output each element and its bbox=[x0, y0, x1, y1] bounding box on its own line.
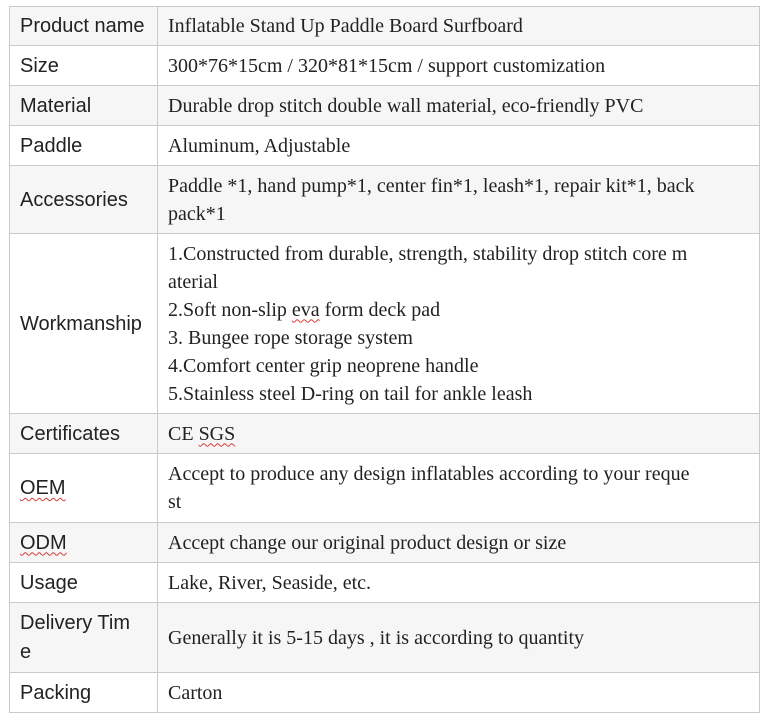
table-row bbox=[10, 234, 760, 414]
row-value-delivery-time: Generally it is 5-15 days , it is according to quantity bbox=[158, 603, 760, 673]
table-row bbox=[10, 563, 760, 603]
table-row bbox=[10, 673, 760, 713]
row-label-material: Material bbox=[10, 86, 158, 126]
label-line: e bbox=[20, 640, 32, 663]
text-segment: form deck pad bbox=[319, 298, 441, 321]
table-row bbox=[10, 166, 760, 234]
spellcheck-word: ODM bbox=[20, 531, 67, 554]
table-row bbox=[10, 7, 760, 46]
spellcheck-word: OEM bbox=[20, 477, 66, 499]
value-line: 1.Constructed from durable, strength, stability drop stitch core m bbox=[168, 242, 688, 265]
row-value-packing: Carton bbox=[158, 673, 760, 713]
row-label-size: Size bbox=[10, 46, 158, 86]
table-row bbox=[10, 46, 760, 86]
value-line: Accept to produce any design inflatables according to your reque bbox=[168, 463, 690, 485]
row-value-usage: Lake, River, Seaside, etc. bbox=[158, 563, 760, 603]
row-value-odm: Accept change our original product design or size bbox=[158, 523, 760, 563]
text-segment: 2.Soft non-slip bbox=[168, 298, 292, 321]
row-value-workmanship bbox=[158, 234, 760, 414]
row-label-accessories: Accessories bbox=[10, 166, 158, 234]
value-line: 4.Comfort center grip neoprene handle bbox=[168, 354, 479, 377]
row-label-certificates: Certificates bbox=[10, 414, 158, 454]
value-line bbox=[168, 296, 749, 324]
row-value-certificates bbox=[158, 414, 760, 454]
row-label-product-name: Product name bbox=[10, 7, 158, 46]
row-label-workmanship: Workmanship bbox=[10, 234, 158, 414]
label-line: Delivery Tim bbox=[20, 611, 131, 634]
table-row bbox=[10, 414, 760, 454]
row-label-delivery-time bbox=[10, 603, 158, 673]
row-label-paddle: Paddle bbox=[10, 126, 158, 166]
value-line: st bbox=[168, 491, 182, 513]
table-row bbox=[10, 454, 760, 523]
row-value-paddle: Aluminum, Adjustable bbox=[158, 126, 760, 166]
value-line: 3. Bungee rope storage system bbox=[168, 326, 413, 349]
row-value-product-name: Inflatable Stand Up Paddle Board Surfboard bbox=[158, 7, 760, 46]
text-segment: CE bbox=[168, 422, 199, 445]
value-line: 5.Stainless steel D-ring on tail for ankle leash bbox=[168, 382, 533, 405]
value-line: pack*1 bbox=[168, 202, 226, 225]
table-row bbox=[10, 86, 760, 126]
spellcheck-word: SGS bbox=[198, 422, 236, 445]
spellcheck-word: eva bbox=[291, 298, 320, 321]
row-label-packing: Packing bbox=[10, 673, 158, 713]
row-value-size: 300*76*15cm / 320*81*15cm / support customization bbox=[158, 46, 760, 86]
value-line: Paddle *1, hand pump*1, center fin*1, leash*1, repair kit*1, back bbox=[168, 174, 695, 197]
row-value-material: Durable drop stitch double wall material, eco-friendly PVC bbox=[158, 86, 760, 126]
product-spec-table bbox=[9, 6, 760, 713]
row-label-oem bbox=[10, 454, 158, 523]
table-row bbox=[10, 603, 760, 673]
row-value-accessories bbox=[158, 166, 760, 234]
value-line: aterial bbox=[168, 270, 218, 293]
row-label-odm bbox=[10, 523, 158, 563]
table-row bbox=[10, 523, 760, 563]
table-row bbox=[10, 126, 760, 166]
row-value-oem bbox=[158, 454, 760, 523]
row-label-usage: Usage bbox=[10, 563, 158, 603]
